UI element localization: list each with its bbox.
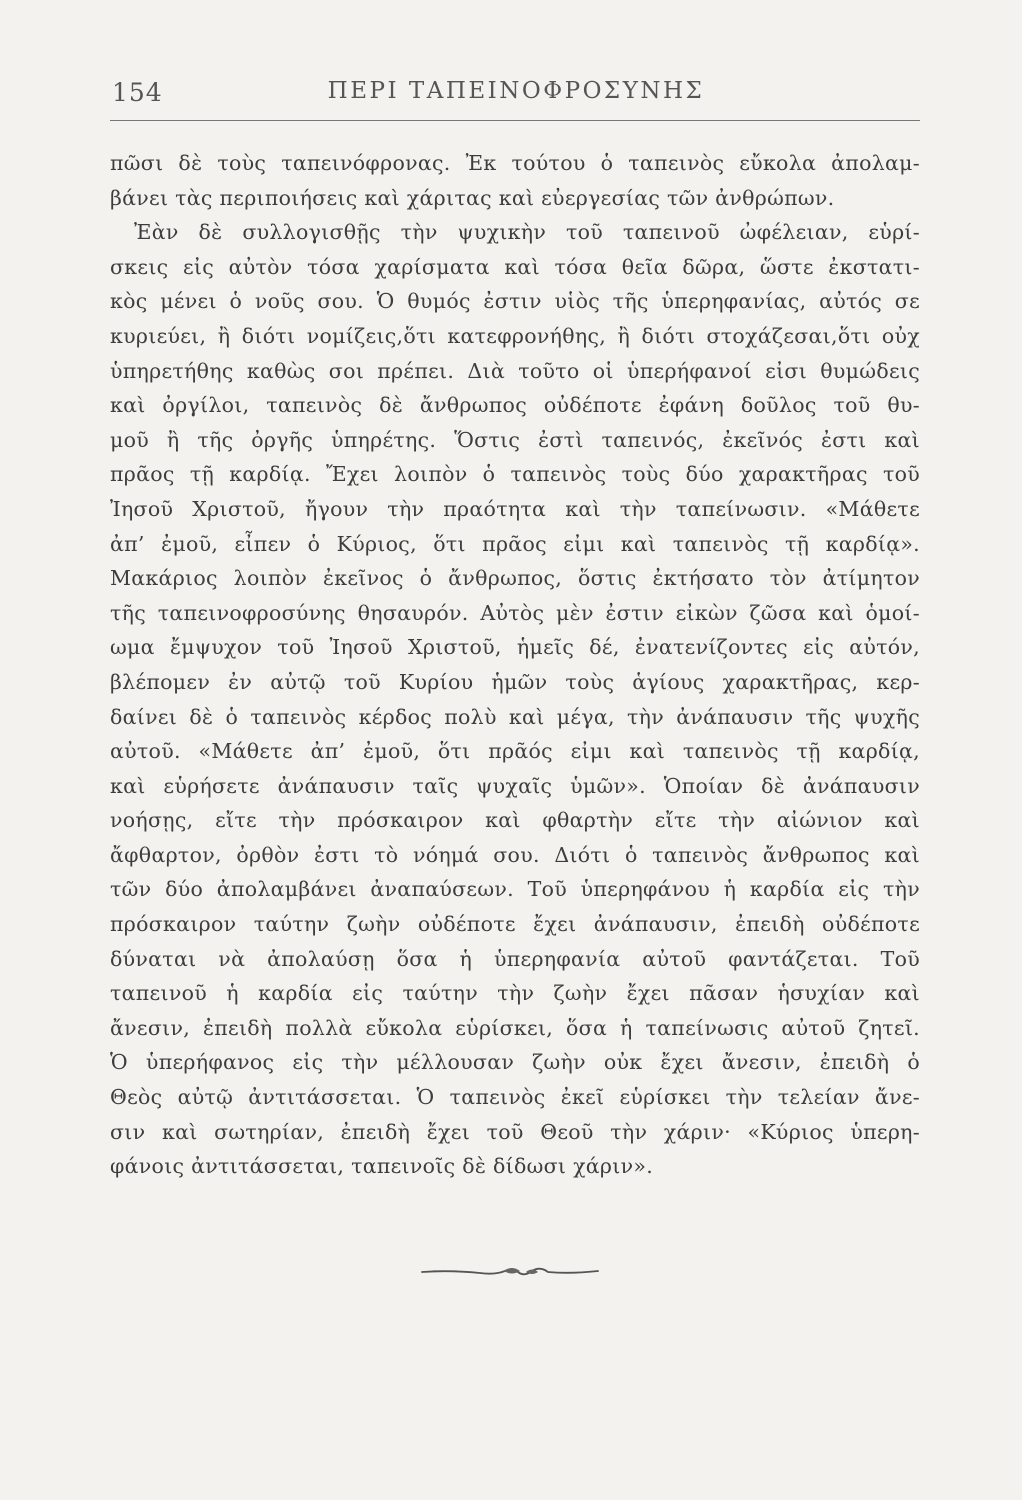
text-line: πρᾶος τῇ καρδίᾳ. Ἔχει λοιπὸν ὁ ταπεινὸς τοὺς δύο χαρακτῆρας τοῦ (110, 462, 920, 487)
text-line: ἄφθαρτον, ὀρθὸν ἐστι τὸ νόημά σου. Διότι ὁ ταπεινὸς ἄνθρωπος καὶ (110, 842, 920, 867)
text-line: ἄνεσιν, ἐπειδὴ πολλὰ εὔκολα εὑρίσκει, ὅσα ἡ ταπείνωσις αὐτοῦ ζητεῖ. (110, 1015, 920, 1040)
text-line: κυριεύει, ἢ διότι νομίζεις,ὅτι κατεφρονήθης, ἢ διότι στοχάζεσαι,ὅτι οὐχ (110, 323, 920, 348)
text-line: Μακάριος λοιπὸν ἐκεῖνος ὁ ἄνθρωπος, ὅστις ἐκτήσατο τὸν ἀτίμητον (110, 566, 920, 591)
running-title: ΠΕΡΙ ΤΑΠΕΙΝΟΦΡΟΣΥΝΗΣ (327, 78, 705, 104)
text-line: Θεὸς αὐτῷ ἀντιτάσσεται. Ὁ ταπεινὸς ἐκεῖ εὑρίσκει τὴν τελείαν ἄνε- (110, 1085, 920, 1110)
end-ornament-icon (420, 1262, 600, 1280)
text-line: βάνει τὰς περιποιήσεις καὶ χάριτας καὶ εὐεργεσίας τῶν ἀνθρώπων. (110, 185, 835, 210)
text-line: καὶ εὑρήσετε ἀνάπαυσιν ταῖς ψυχαῖς ὑμῶν». Ὁποίαν δὲ ἀνάπαυσιν (110, 773, 920, 798)
text-line: τῶν δύο ἀπολαμβάνει ἀναπαύσεων. Τοῦ ὑπερηφάνου ἡ καρδία εἰς τὴν (110, 877, 920, 902)
text-line: δαίνει δὲ ὁ ταπεινὸς κέρδος πολὺ καὶ μέγα, τὴν ἀνάπαυσιν τῆς ψυχῆς (110, 704, 920, 729)
text-line: αὐτοῦ. «Μάθετε ἀπ’ ἐμοῦ, ὅτι πρᾶός εἰμι καὶ ταπεινὸς τῇ καρδίᾳ, (110, 739, 920, 764)
text-line: πρόσκαιρον ταύτην ζωὴν οὐδέποτε ἔχει ἀνάπαυσιν, ἐπειδὴ οὐδέποτε (110, 912, 920, 937)
text-line: Ἐὰν δὲ συλλογισθῇς τὴν ψυχικὴν τοῦ ταπεινοῦ ὠφέλειαν, εὑρί- (134, 220, 920, 245)
text-line: καὶ ὀργίλοι, ταπεινὸς δὲ ἄνθρωπος οὐδέποτε ἐφάνη δοῦλος τοῦ θυ- (110, 393, 920, 418)
text-line: νοήσῃς, εἴτε τὴν πρόσκαιρον καὶ φθαρτὴν εἴτε τὴν αἰώνιον καὶ (110, 808, 920, 833)
header-rule (110, 120, 920, 121)
text-line: τῆς ταπεινοφροσύνης θησαυρόν. Αὐτὸς μὲν ἐστιν εἰκὼν ζῶσα καὶ ὁμοί- (110, 600, 920, 625)
page-header (112, 76, 920, 116)
page-number: 154 (112, 78, 163, 107)
text-line: δύναται νὰ ἀπολαύσῃ ὅσα ἡ ὑπερηφανία αὐτοῦ φαντάζεται. Τοῦ (110, 946, 920, 971)
text-line: σιν καὶ σωτηρίαν, ἐπειδὴ ἔχει τοῦ Θεοῦ τὴν χάριν· «Κύριος ὑπερη- (110, 1119, 920, 1144)
text-line: Ὁ ὑπερήφανος εἰς τὴν μέλλουσαν ζωὴν οὐκ ἔχει ἄνεσιν, ἐπειδὴ ὁ (110, 1050, 920, 1075)
text-line: ωμα ἔμψυχον τοῦ Ἰησοῦ Χριστοῦ, ἡμεῖς δέ, ἐνατενίζοντες εἰς αὐτόν, (110, 635, 920, 660)
text-line: πῶσι δὲ τοὺς ταπεινόφρονας. Ἐκ τούτου ὁ ταπεινὸς εὔκολα ἀπολαμ- (110, 151, 920, 175)
text-line: βλέπομεν ἐν αὐτῷ τοῦ Κυρίου ἡμῶν τοὺς ἁγίους χαρακτῆρας, κερ- (110, 669, 920, 694)
text-line: φάνοις ἀντιτάσσεται, ταπεινοῖς δὲ δίδωσι χάριν». (110, 1154, 654, 1179)
text-line: ταπεινοῦ ἡ καρδία εἰς ταύτην τὴν ζωὴν ἔχει πᾶσαν ἡσυχίαν καὶ (110, 981, 920, 1006)
text-line: μοῦ ἢ τῆς ὀργῆς ὑπηρέτης. Ὅστις ἐστὶ ταπεινός, ἐκεῖνός ἐστι καὶ (110, 427, 920, 452)
text-line: Ἰησοῦ Χριστοῦ, ἤγουν τὴν πραότητα καὶ τὴν ταπείνωσιν. «Μάθετε (110, 496, 920, 521)
body-text (110, 146, 920, 1184)
text-line: ὑπηρετήθης καθὼς σοι πρέπει. Διὰ τοῦτο οἱ ὑπερήφανοί εἰσι θυμώδεις (110, 358, 920, 383)
text-line: ἀπ’ ἐμοῦ, εἶπεν ὁ Κύριος, ὅτι πρᾶος εἰμι καὶ ταπεινὸς τῇ καρδίᾳ». (110, 531, 920, 556)
text-line: κὸς μένει ὁ νοῦς σου. Ὁ θυμός ἐστιν υἱὸς τῆς ὑπερηφανίας, αὐτός σε (110, 289, 920, 314)
text-line: σκεις εἰς αὐτὸν τόσα χαρίσματα καὶ τόσα θεῖα δῶρα, ὥστε ἐκστατι- (110, 254, 920, 279)
